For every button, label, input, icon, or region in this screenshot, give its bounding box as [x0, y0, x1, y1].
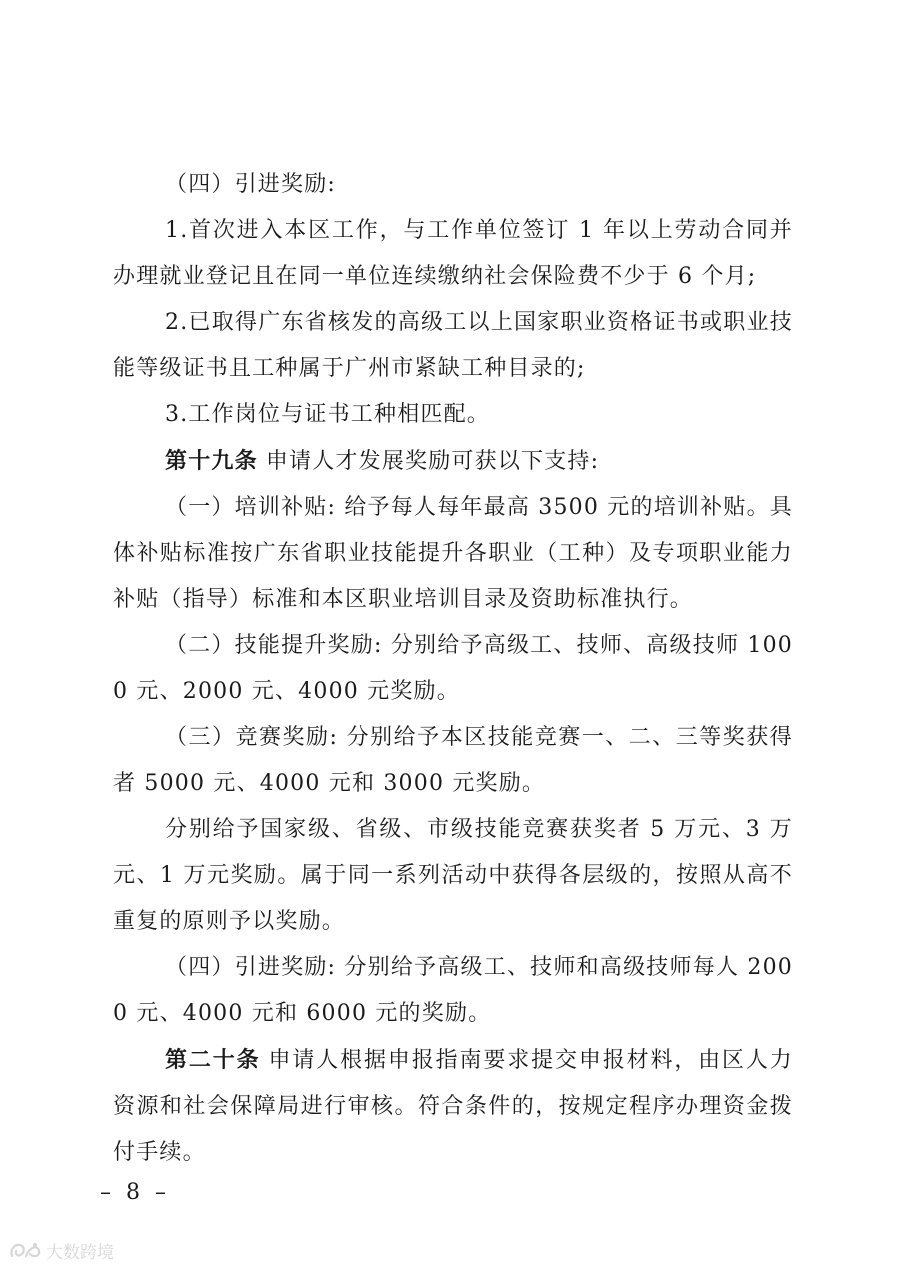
paragraph-6 [113, 623, 793, 715]
paragraph-2 [113, 300, 793, 392]
watermark-text: 大数跨境 [46, 1243, 114, 1263]
paragraph-text: （二）技能提升奖励: 分别给予高级工、技师、高级技师 1000 元、2000 元、4000 元奖励。 [113, 633, 793, 704]
paragraph-text: 分别给予国家级、省级、市级技能竞赛获奖者 5 万元、3 万元、1 万元奖励。属于同一系列活动中获得各层级的，按照从高不重复的原则予以奖励。 [113, 817, 793, 934]
paragraph-text: 申请人才发展奖励可获以下支持: [265, 449, 600, 474]
paragraph-text: 1.首次进入本区工作，与工作单位签订 1 年以上劳动合同并办理就业登记且在同一单位连续缴纳社会保险费不少于 6 个月; [113, 218, 793, 289]
paragraph-1 [113, 208, 793, 300]
article-heading: 第十九条 [165, 448, 258, 474]
paragraph-text: 申请人根据申报指南要求提交申报材料，由区人力资源和社会保障局进行审核。符合条件的，按规定程序办理资金拨付手续。 [113, 1048, 793, 1165]
paragraph-text: 3.工作岗位与证书工种相匹配。 [165, 402, 490, 427]
page-number: – 8 – [100, 1180, 170, 1205]
paragraph-text: （三）竞赛奖励: 分别给予本区技能竞赛一、二、三等奖获得者 5000 元、4000 元和 3000 元奖励。 [113, 725, 793, 796]
paragraph-8 [113, 807, 793, 945]
paragraph-10 [113, 1037, 793, 1176]
article-heading: 第二十条 [165, 1047, 261, 1073]
document-body [113, 162, 793, 1176]
paragraph-text: （四）引进奖励: [165, 172, 337, 197]
paragraph-3 [113, 392, 793, 438]
paragraph-5 [113, 485, 793, 623]
watermark [8, 1238, 114, 1263]
paragraph-text: （四）引进奖励: 分别给予高级工、技师和高级技师每人 2000 元、4000 元和 6000 元的奖励。 [113, 955, 793, 1026]
paragraph-text: 2.已取得广东省核发的高级工以上国家职业资格证书或职业技能等级证书且工种属于广州市紧缺工种目录的; [113, 310, 793, 381]
paragraph-4 [113, 438, 793, 485]
paragraph-9 [113, 945, 793, 1037]
paragraph-0 [113, 162, 793, 208]
brand-logo-icon [8, 1240, 42, 1262]
paragraph-text: （一）培训补贴: 给予每人每年最高 3500 元的培训补贴。具体补贴标准按广东省职业技能提升各职业（工种）及专项职业能力补贴（指导）标准和本区职业培训目录及资助标准执行。 [113, 495, 793, 612]
paragraph-7 [113, 715, 793, 807]
